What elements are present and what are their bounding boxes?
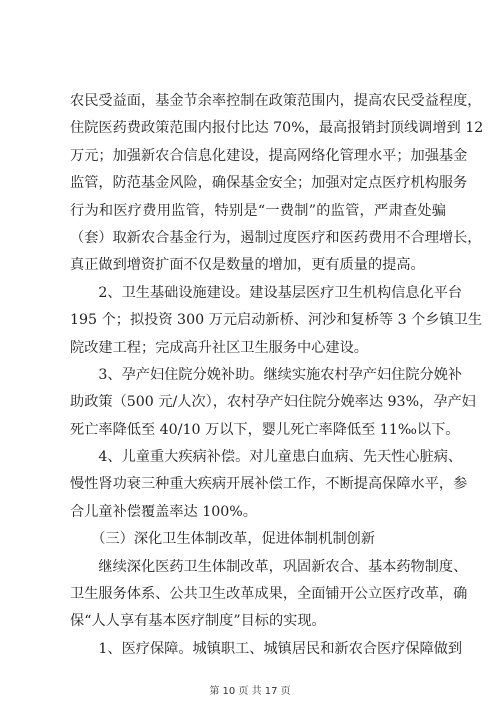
text-line: 死亡率降低至 40/10 万以下，婴儿死亡率降低至 11‰以下。 [70, 421, 460, 438]
body-text [70, 88, 484, 663]
text-line: 3、孕产妇住院分娩补助。继续实施农村孕产妇住院分娩补 [70, 366, 463, 383]
text-line: 4、儿童重大疾病补偿。对儿童患白血病、先天性心脏病、 [70, 449, 463, 466]
text-line: （套）取新农合基金行为，遏制过度医疗和医药费用不合理增长， [70, 229, 482, 246]
text-line: 卫生服务体系、公共卫生改革成果，全面铺开公立医疗改革，确 [70, 586, 468, 603]
text-line: 农民受益面，基金节余率控制在政策范围内，提高农民受益程度， [70, 93, 482, 109]
text-line: 真正做到增资扩面不仅是数量的增加，更有质量的提高。 [70, 257, 425, 274]
text-line: 万元；加强新农合信息化建设，提高网络化管理水平；加强基金 [70, 147, 468, 164]
text-line: 195 个；拟投资 300 万元启动新桥、河沙和复桥等 3 个乡镇卫生 [70, 312, 483, 329]
text-line: 保“人人享有基本医疗制度”目标的实现。 [70, 613, 326, 630]
text-line: 院改建工程；完成高升社区卫生服务中心建设。 [70, 339, 368, 356]
text-line: 住院医药费政策范围内报付比达 70%，最高报销封顶线调增到 12 [70, 120, 484, 137]
text-line: 2、卫生基础设施建设。建设基层医疗卫生机构信息化平台 [70, 284, 463, 301]
text-line: 合儿童补偿覆盖率达 100%。 [70, 503, 257, 520]
page-footer: 第 10 页 共 17 页 [209, 686, 291, 697]
text-line: 继续深化医药卫生体制改革，巩固新农合、基本药物制度、 [70, 558, 468, 575]
text-line: 慢性肾功衰三种重大疾病开展补偿工作，不断提高保障水平，参 [70, 476, 468, 493]
section-heading: （三）深化卫生体制改革，促进体制机制创新 [70, 531, 376, 548]
text-line: 助政策（500 元/人次），农村孕产妇住院分娩率达 93%，孕产妇 [70, 394, 476, 411]
text-line: 1、医疗保障。城镇职工、城镇居民和新农合医疗保障做到 [70, 640, 463, 657]
text-line: 行为和医疗费用监管，特别是“一费制”的监管，严肃查处骗 [70, 202, 446, 219]
text-line: 监管，防范基金风险，确保基金安全；加强对定点医疗机构服务 [70, 175, 468, 192]
